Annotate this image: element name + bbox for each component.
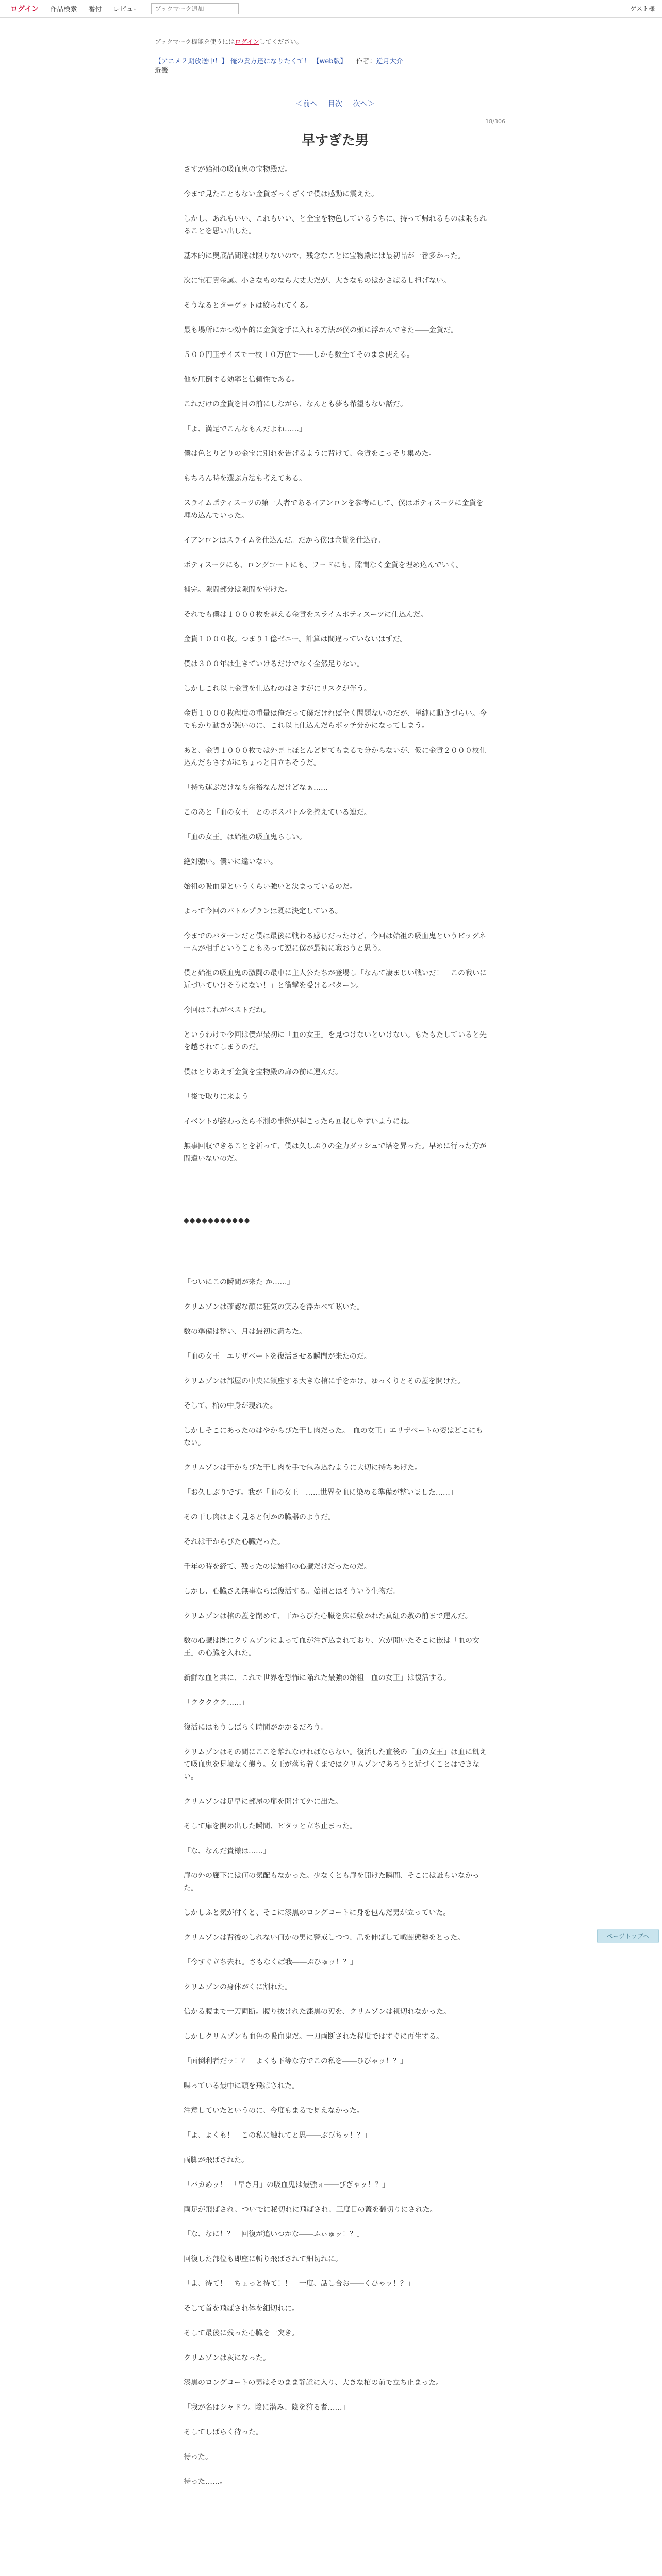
paragraph-gap bbox=[184, 1598, 487, 1610]
paragraph: クリムゾンは棺の蓋を閉めて、干からびた心臓を床に敷かれた真紅の敷の前まで運んだ。 bbox=[184, 1612, 472, 1620]
paragraph-gap bbox=[184, 843, 487, 856]
paragraph-gap bbox=[184, 2315, 487, 2327]
paragraph-gap bbox=[184, 2117, 487, 2129]
paragraph: さすが始祖の吸血鬼の宝物殿だ。 bbox=[184, 165, 292, 174]
paragraph-gap bbox=[184, 1363, 487, 1375]
paragraph: 「持ち運ぶだけなら余裕なんだけどなぁ……」 bbox=[184, 784, 335, 792]
paragraph: 千年の時を経て、残ったのは始祖の心臓だけだったのだ。 bbox=[184, 1563, 371, 1571]
paragraph: ５００円玉サイズで一枚１０万位で――しかも数全てそのまま使える。 bbox=[184, 351, 414, 359]
paragraph-gap bbox=[184, 1128, 487, 1140]
paragraph-gap bbox=[184, 1016, 487, 1029]
scene-divider: ◆◆◆◆◆◆◆◆◆◆◆ bbox=[184, 1216, 251, 1225]
next-chapter-link[interactable]: 次へ＞ bbox=[353, 100, 375, 108]
paragraph: 復活にはもうしばらく時間がかかるだろう。 bbox=[184, 1723, 328, 1732]
paragraph: クリムゾンは部屋の中央に鎮座する大きな棺に手をかけ、ゆっくりとその蓋を開けた。 bbox=[184, 1377, 465, 1385]
paragraph-gap bbox=[184, 435, 487, 448]
paragraph: 「ククククク……」 bbox=[184, 1699, 249, 1707]
paragraph-gap bbox=[184, 868, 487, 880]
paragraph: このあと「血の女王」とのボスバトルを控えている連だ。 bbox=[184, 808, 371, 817]
paragraph: 「バカめッ！ 「早き月」の吸血鬼は最強ォ――びぎゃッ！？」 bbox=[184, 2181, 389, 2189]
paragraph-gap bbox=[184, 2142, 487, 2154]
paragraph: クリムゾンは干からびた干し肉を手で包み込むように大切に持ちあげた。 bbox=[184, 1464, 422, 1472]
prev-chapter-link[interactable]: ＜前へ bbox=[295, 100, 318, 108]
guest-label: ゲスト様 bbox=[630, 5, 655, 12]
paragraph-gap bbox=[184, 1289, 487, 1301]
paragraph-gap bbox=[184, 1919, 487, 1931]
paragraph-gap bbox=[184, 732, 487, 744]
paragraph-gap bbox=[184, 200, 487, 213]
paragraph: それは干からびた心臓だった。 bbox=[184, 1538, 285, 1546]
paragraph-gap bbox=[184, 2018, 487, 2030]
paragraph: しかしクリムゾンも血色の吸血鬼だ。一刀両断された程度ではすぐに再生する。 bbox=[184, 2032, 443, 2041]
paragraph: そして扉を開め出した瞬間、ピタッと立ち止まった。 bbox=[184, 1822, 357, 1831]
paragraph-gap bbox=[184, 1078, 487, 1091]
paragraph: 「面倒利者だッ！？ よくも下等な方でこの私を――ひびゃッ！？」 bbox=[184, 2057, 407, 2065]
paragraph: 「よ、満足でこんなもんだよね……」 bbox=[184, 425, 306, 433]
paragraph: 喋っている最中に頭を飛ばされた。 bbox=[184, 2082, 299, 2090]
paragraph: 絶対強い。僕いに違いない。 bbox=[184, 858, 277, 866]
paragraph: 新鮮な血と共に、これで世界を恐怖に陥れた最強の始祖「血の女王」は復活する。 bbox=[184, 1674, 451, 1682]
paragraph-gap bbox=[184, 1808, 487, 1820]
nav-search[interactable]: 作品検索 bbox=[50, 6, 77, 13]
paragraph-gap bbox=[184, 571, 487, 584]
paragraph-gap bbox=[184, 769, 487, 782]
paragraph-gap bbox=[184, 411, 487, 423]
paragraph: イベントが終わったら不測の事態が起こったら回収しやすいようにね。 bbox=[184, 1117, 415, 1126]
paragraph-gap bbox=[184, 1894, 487, 1907]
section-gap bbox=[184, 1165, 487, 1214]
paragraph-gap bbox=[184, 1833, 487, 1845]
paragraph: 他を圧倒する効率と信頼性である。 bbox=[184, 376, 299, 384]
paragraph: 「ついにこの瞬間が来た か……」 bbox=[184, 1278, 294, 1286]
work-status: 近畿 bbox=[155, 67, 169, 75]
paragraph: 漆黒のロングコートの男はそのまま静謐に入り、大きな棺の前で立ち止まった。 bbox=[184, 2379, 443, 2387]
paragraph: 「よ、待て！ ちょっと待て！！ 一度、話し合お――くひゃッ！？」 bbox=[184, 2280, 415, 2288]
paragraph: 僕はとりあえず金貨を宝物殿の扉の前に運んだ。 bbox=[184, 1068, 342, 1076]
paragraph-gap bbox=[184, 2166, 487, 2179]
paragraph: クリムゾンは確認な顔に狂気の笑みを浮かべて呟いた。 bbox=[184, 1303, 364, 1311]
paragraph: しかし、心臓さえ無事ならば復活する。始祖とはそういう生物だ。 bbox=[184, 1587, 400, 1596]
paragraph: クリムゾンは灰になった。 bbox=[184, 2354, 270, 2362]
paragraph-gap bbox=[184, 1449, 487, 1462]
paragraph-gap bbox=[184, 1499, 487, 1511]
paragraph-gap bbox=[184, 992, 487, 1004]
paragraph-gap bbox=[184, 1622, 487, 1635]
paragraph: 無事回収できることを祈って、僕は久しぶりの全力ダッシュで塔を昇った。早めに行った方が間違いないのだ。 bbox=[184, 1142, 487, 1163]
paragraph-gap bbox=[184, 918, 487, 930]
paragraph: 金貨１０００枚。つまり１億ゼニー。計算は間違っていないはずだ。 bbox=[184, 635, 407, 643]
bookmark-note-suffix: してください。 bbox=[259, 38, 303, 45]
paragraph: ポティスーツにも、ロングコートにも、フードにも、隙間なく金貨を埋め込んでいく。 bbox=[184, 561, 464, 569]
paragraph-gap bbox=[184, 1548, 487, 1561]
paragraph-gap bbox=[184, 522, 487, 534]
top-bar bbox=[0, 0, 662, 18]
paragraph: クリムゾンは背後のしれない何かの男に警戒しつつ、爪を伸ばして戦闘態勢をとった。 bbox=[184, 1934, 465, 1942]
section-gap bbox=[184, 1227, 487, 1276]
paragraph-gap bbox=[184, 2241, 487, 2253]
paragraph-gap bbox=[184, 2463, 487, 2476]
work-info bbox=[155, 57, 516, 76]
paragraph-gap bbox=[184, 794, 487, 806]
login-link[interactable]: ログイン bbox=[10, 5, 39, 13]
author-label: 作者： bbox=[356, 58, 376, 65]
paragraph-gap bbox=[184, 1944, 487, 1956]
paragraph-gap bbox=[184, 485, 487, 497]
paragraph-gap bbox=[184, 547, 487, 559]
paragraph: 「血の女王」エリザベートを復活させる瞬間が来たのだ。 bbox=[184, 1352, 371, 1361]
paragraph-gap bbox=[184, 176, 487, 188]
paragraph: あと、金貨１０００枚では外見上ほとんど見てもまるで分からないが、仮に金貨２０００枚仕込んだらさすがにちょっと目立ちそうだ。 bbox=[184, 747, 487, 767]
paragraph-gap bbox=[184, 1993, 487, 2006]
paragraph: 数の準備は整い、月は最初に満ちた。 bbox=[184, 1328, 306, 1336]
paragraph: それでも僕は１０００枚を越える金貨をスライムポティスーツに仕込んだ。 bbox=[184, 611, 428, 619]
paragraph-gap bbox=[184, 1474, 487, 1486]
paragraph: そうなるとターゲットは絞られてくる。 bbox=[184, 301, 313, 310]
series-title-link[interactable]: 【アニメ２期放送中！】 俺の貴方達になりたくて！ 【web版】 bbox=[155, 58, 347, 65]
paragraph: 僕と始祖の吸血鬼の激闘の最中に主人公たちが登場し「なんて凄まじい戦いだ！ この戦いに近づいていけそうにない！」と衝撃を受けるパターン。 bbox=[184, 969, 487, 990]
paragraph: 補完。隙間部分は隙間を空けた。 bbox=[184, 586, 292, 594]
paragraph-gap bbox=[184, 1054, 487, 1066]
nav-review[interactable]: レビュー bbox=[113, 6, 140, 13]
paragraph: 「な、なに！？ 回復が追いつかな――ふぃゅッ！？」 bbox=[184, 2230, 364, 2239]
chapter-number: 18/306 bbox=[485, 118, 505, 125]
paragraph-gap bbox=[184, 2438, 487, 2451]
paragraph-gap bbox=[184, 2191, 487, 2204]
paragraph: そして首を飛ばされ体を細切れに。 bbox=[184, 2304, 299, 2313]
toc-link[interactable]: 目次 bbox=[328, 100, 342, 108]
paragraph: しかし、あれもいい、これもいい、と全宝を物色しているうちに、持って帰れるものは限られることを思い出した。 bbox=[184, 215, 487, 235]
chapter-title: 早すぎた男 bbox=[301, 133, 369, 148]
paragraph-gap bbox=[184, 2340, 487, 2352]
paragraph-gap bbox=[184, 2216, 487, 2228]
paragraph-gap bbox=[184, 287, 487, 299]
paragraph: 「血の女王」は始祖の吸血鬼らしい。 bbox=[184, 833, 306, 841]
paragraph-gap bbox=[184, 1684, 487, 1697]
paragraph-gap bbox=[184, 2290, 487, 2302]
author-link[interactable]: 逆月大介 bbox=[376, 58, 403, 65]
paragraph: というわけで今回は僕が最初に「血の女王」を見つけないといけない。もたもたしていると先を越されてしまうのだ。 bbox=[184, 1031, 487, 1052]
paragraph-gap bbox=[184, 2389, 487, 2401]
paragraph: 始祖の吸血鬼というくらい強いと決まっているのだ。 bbox=[184, 883, 357, 891]
paragraph: その干し肉はよく見ると何かの臓器のようだ。 bbox=[184, 1513, 335, 1521]
paragraph: 今回はこれがベストだね。 bbox=[184, 1006, 270, 1014]
paragraph: 「よ、よくも！ この私に触れてと思――ぶびちッ！？」 bbox=[184, 2131, 371, 2140]
paragraph: 金貨１０００枚程度の重量は俺だって僕だければ全く問題ないのだが、単純に動きづらい。今でもかり動きが鈍いのに、これ以上仕込んだらポッチ分かになってしまう。 bbox=[184, 709, 487, 730]
paragraph: イアンロンはスライムを仕込んだ。だから僕は金貨を仕込む。 bbox=[184, 536, 385, 545]
paragraph-gap bbox=[184, 695, 487, 707]
paragraph-gap bbox=[184, 2092, 487, 2105]
paragraph: 最も場所にかつ効率的に金貨を手に入れる方法が僕の頭に浮かんできた――金貨だ。 bbox=[184, 326, 458, 334]
paragraph: 「お久しぶりです。我が「血の女王」……世界を血に染める準備が整いました……」 bbox=[184, 1488, 457, 1497]
main-content bbox=[155, 18, 516, 2488]
paragraph-gap bbox=[184, 955, 487, 967]
bookmark-note-prefix: ブックマーク機能を使うには bbox=[155, 38, 235, 45]
paragraph-gap bbox=[184, 312, 487, 324]
paragraph-gap bbox=[184, 2364, 487, 2377]
paragraph: これだけの金貨を目の前にしながら、なんとも夢も希望もない話だ。 bbox=[184, 400, 407, 409]
paragraph-gap bbox=[184, 596, 487, 608]
paragraph-gap bbox=[184, 1412, 487, 1425]
paragraph-gap bbox=[184, 2414, 487, 2426]
paragraph: 両脚が飛ばされた。 bbox=[184, 2156, 249, 2164]
paragraph: 今までのパターンだと僕は最後に戦わる感じだったけど、今回は始祖の吸血鬼というビッグネームが相手ということもあって逆に僕が最初に戦おうと思う。 bbox=[184, 932, 487, 953]
paragraph: 注意していたというのに、今度もまるで見えなかった。 bbox=[184, 2107, 364, 2115]
paragraph-gap bbox=[184, 1313, 487, 1326]
paragraph: 「我が名はシャドウ。陰に潜み、陰を狩る者……」 bbox=[184, 2403, 350, 2412]
paragraph: 次に宝石貴金属。小さなものなら大丈夫だが、大きなものはかさばるし担げない。 bbox=[184, 277, 451, 285]
paragraph: 待った……。 bbox=[184, 2478, 227, 2486]
paragraph-gap bbox=[184, 1523, 487, 1536]
paragraph: しかしそこにあったのはやからびた干し肉だった。「血の女王」エリザベートの姿はどこにもない。 bbox=[184, 1427, 483, 1447]
paragraph-gap bbox=[184, 1709, 487, 1721]
paragraph: そして最後に残った心臓を一突き。 bbox=[184, 2329, 299, 2337]
paragraph: スライムポティスーツの第一人者であるイアンロンを参考にして、僕はポティスーツに金貨を埋め込んでいった。 bbox=[184, 499, 484, 520]
paragraph-gap bbox=[184, 2043, 487, 2055]
bookmark-note bbox=[155, 37, 516, 46]
paragraph: もちろん時を選ぶ方法も考えてある。 bbox=[184, 474, 306, 483]
paragraph-gap bbox=[184, 621, 487, 633]
paragraph: 僕は色とりどりの金宝に別れを告げるように背けて、金貨をこっそり集めた。 bbox=[184, 450, 436, 458]
paragraph: クリムゾンは足早に部屋の扉を開けて外に出た。 bbox=[184, 1798, 342, 1806]
paragraph-gap bbox=[184, 460, 487, 472]
paragraph: しかしふと気が付くと、そこに漆黒のロングコートに身を包んだ男が立っていた。 bbox=[184, 1909, 451, 1917]
paragraph-gap bbox=[184, 336, 487, 349]
paragraph-gap bbox=[184, 1969, 487, 1981]
paragraph: そして、棺の中身が現れた。 bbox=[184, 1402, 277, 1410]
paragraph-gap bbox=[184, 361, 487, 374]
paragraph: 扉の外の廊下には何の気配もなかった。少なくとも扉を開けた瞬間、そこには誰もいなかった。 bbox=[184, 1872, 479, 1892]
paragraph: 回復した部位も即座に斬り飛ばされて細切れに。 bbox=[184, 2255, 342, 2263]
paragraph: 数の心臓は既にクリムゾンによって血が注ぎ込まれており、穴が開いたそこに嵌は「血の女王」の心臓を入れた。 bbox=[184, 1637, 479, 1657]
nav-ranking[interactable]: 番付 bbox=[88, 6, 102, 13]
paragraph-gap bbox=[184, 1659, 487, 1672]
paragraph: クリムゾンはその間にここを離れなければならない。復活した直後の「血の女王」は血に飢えて吸血鬼を見境なく襲う。女王が落ち着くまではクリムゾンであろうと近づくことはできない。 bbox=[184, 1748, 487, 1781]
paragraph-gap bbox=[184, 386, 487, 398]
paragraph: よって今回のバトルプランは既に決定している。 bbox=[184, 907, 342, 916]
paragraph-gap bbox=[184, 1387, 487, 1400]
paragraph: 今まで見たこともない金貨ざっくざくで僕は感動に震えた。 bbox=[184, 190, 378, 198]
paragraph: 「今すぐ立ち去れ。さもなくば我――ぶひゅッ！？」 bbox=[184, 1958, 357, 1967]
chapter-body bbox=[155, 163, 516, 2488]
paragraph-gap bbox=[184, 1734, 487, 1746]
paragraph: 基本的に奥底品間違は限りないので、残念なことに宝物殿には最初品が一番多かった。 bbox=[184, 252, 465, 260]
bookmark-login-link[interactable]: ログイン bbox=[235, 38, 259, 45]
paragraph-gap bbox=[184, 1783, 487, 1795]
paragraph-gap bbox=[184, 1103, 487, 1115]
paragraph-gap bbox=[184, 1573, 487, 1585]
paragraph: 両足が飛ばされ、ついでに秘切れに飛ばされ、三度目の蓋を翻切りにされた。 bbox=[184, 2206, 437, 2214]
search-input[interactable] bbox=[151, 3, 239, 14]
paragraph-gap bbox=[184, 1338, 487, 1350]
paragraph-gap bbox=[184, 1857, 487, 1870]
paragraph-gap bbox=[184, 646, 487, 658]
paragraph-gap bbox=[184, 893, 487, 905]
paragraph: 信かる腹まで一刀両断。腹り抜けれた漆黒の刃を、クリムゾンは視切れなかった。 bbox=[184, 2008, 451, 2016]
paragraph: そしてしばらく待った。 bbox=[184, 2428, 263, 2436]
page-top-button[interactable]: ページトップへ bbox=[597, 1929, 659, 1943]
paragraph-gap bbox=[184, 262, 487, 275]
paragraph: クリムゾンの身体がくに割れた。 bbox=[184, 1983, 292, 1991]
paragraph: 「な、なんだ貴様は……」 bbox=[184, 1847, 270, 1855]
paragraph: 僕は３００年は生きていけるだけでなく全然足りない。 bbox=[184, 660, 364, 668]
paragraph: 待った。 bbox=[184, 2453, 212, 2461]
paragraph-gap bbox=[184, 670, 487, 683]
paragraph-gap bbox=[184, 819, 487, 831]
paragraph-gap bbox=[184, 238, 487, 250]
paragraph: 「後で取りに来よう」 bbox=[184, 1093, 256, 1101]
paragraph-gap bbox=[184, 2265, 487, 2278]
paragraph-gap bbox=[184, 2067, 487, 2080]
chapter-pager bbox=[155, 98, 516, 109]
paragraph: しかしこれ以上金貨を仕込むのはさすがにリスクが伴う。 bbox=[184, 685, 371, 693]
